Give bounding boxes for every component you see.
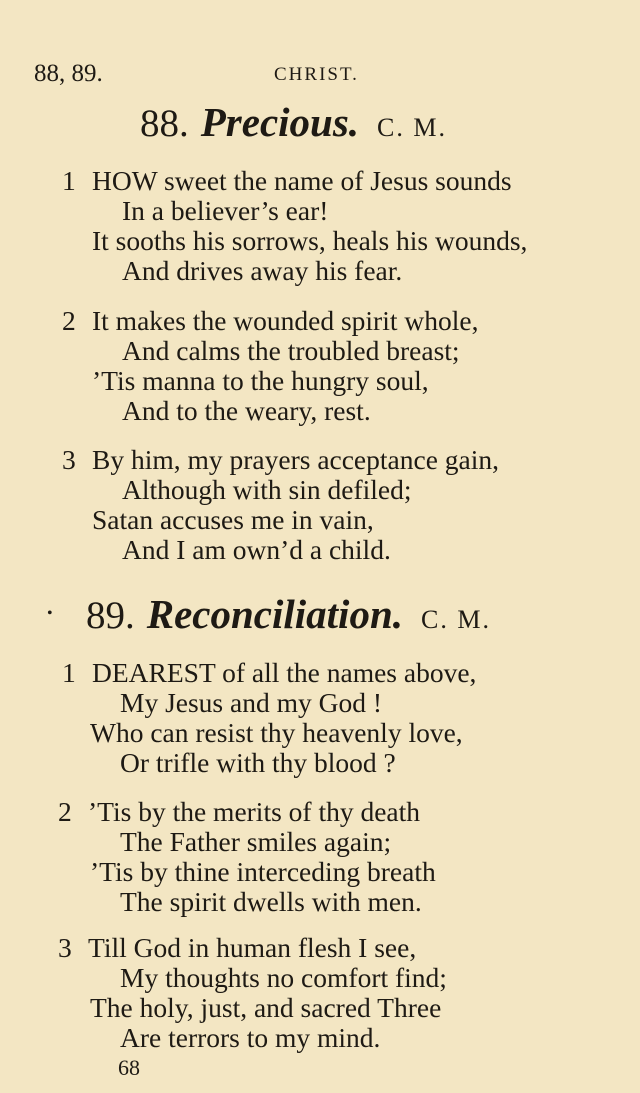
page-folio: 68 [118,1055,140,1080]
verse-number: 1 [62,657,76,688]
verse-line: Satan accuses me in vain, [92,504,374,535]
verse-line: ’Tis by thine interceding breath [90,856,436,887]
verse-line: It sooths his sorrows, heals his wounds, [92,225,528,256]
hymn-meter: C. M. [377,113,448,142]
verse-line: 2 ’Tis by the merits of thy death [58,796,421,827]
verse-line: The holy, just, and sacred Three [90,992,442,1023]
verse-line: Are terrors to my mind. [120,1022,381,1053]
verse-line: 2 It makes the wounded spirit whole, [62,305,479,336]
hymn-number: 88. [140,102,189,145]
verse-line: And calms the troubled breast; [122,335,460,366]
hymn-meter: C. M. [421,605,491,634]
verse-line: Although with sin defiled; [122,474,412,505]
ornament-dot: • [47,605,53,622]
verse-line: Who can resist thy heavenly love, [90,717,463,748]
hymn-88-title [140,98,448,145]
verse-line: In a believer’s ear! [122,195,329,226]
verse-number: 3 [62,444,76,475]
verse-line: The spirit dwells with men. [120,886,422,917]
running-head-section: CHRIST. [274,64,359,85]
verse-line: My Jesus and my God ! [120,687,383,718]
verse-number: 3 [58,932,72,963]
hymn-number: 89. [86,594,135,637]
verse-line: 3 By him, my prayers acceptance gain, [62,444,499,475]
verse-line: 3 Till God in human flesh I see, [58,932,417,963]
verse-line: And drives away his fear. [122,255,403,286]
running-head [34,60,614,90]
verse-line: And I am own’d a child. [122,534,391,565]
verse-number: 2 [62,305,76,336]
hymn-name: Reconciliation. [146,591,403,637]
hymn-89-title [86,590,491,637]
verse-line: Or trifle with thy blood ? [120,747,396,778]
running-head-page-numbers: 88, 89. [34,60,103,87]
verse-number: 1 [62,165,76,196]
verse-line: And to the weary, rest. [122,395,371,426]
verse-line: 1 HOW sweet the name of Jesus sounds [62,165,512,196]
verse-line: The Father smiles again; [120,826,392,857]
verse-line: My thoughts no comfort find; [120,962,447,993]
verse-line: 1 DEAREST of all the names above, [62,657,477,688]
verse-line: ’Tis manna to the hungry soul, [92,365,429,396]
hymn-name: Precious. [200,99,360,145]
verse-number: 2 [58,796,72,827]
